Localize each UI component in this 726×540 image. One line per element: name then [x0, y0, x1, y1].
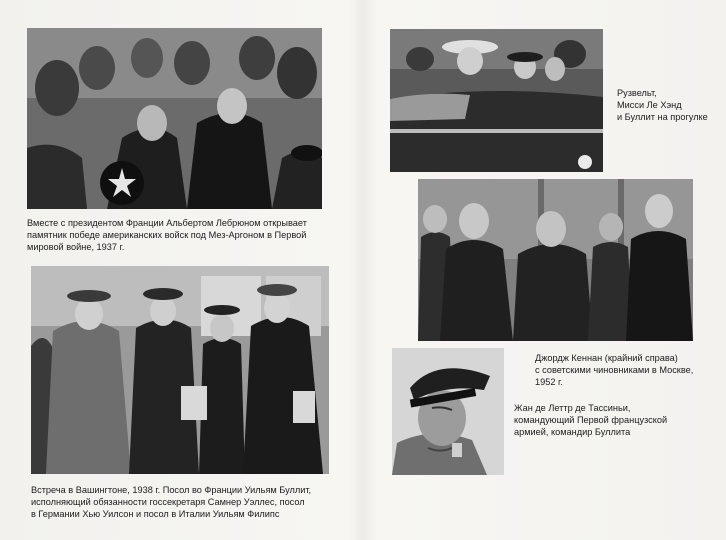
caption-line: Вместе с президентом Франции Альбертом Лебрюном открывает [27, 218, 307, 228]
caption-de-lattre-portrait [514, 402, 667, 439]
photo-roosevelt-car [390, 29, 603, 172]
photo-kennan-moscow [418, 179, 693, 341]
caption-line: армией, командир Буллита [514, 427, 631, 438]
caption-kennan-moscow [535, 352, 693, 389]
caption-line: Жан де Леттр де Тассиньи, [514, 403, 631, 413]
caption-line: Встреча в Вашингтоне, 1938 г. Посол во Франции Уильям Буллит, [31, 485, 312, 495]
caption-line: в Германии Хью Уилсон и посол в Италии Уильям Филипс [31, 509, 280, 520]
photo-de-lattre-portrait [392, 348, 504, 475]
caption-washington-meeting [31, 484, 311, 521]
caption-line: с советскими чиновниками в Москве, [535, 365, 694, 376]
caption-line: командующий Первой французской [514, 415, 668, 426]
caption-line: Мисси Ле Хэнд [617, 100, 682, 111]
caption-line: исполняющий обязанности госсекретаря Самнер Уэллес, посол [31, 497, 305, 508]
caption-line: и Буллит на прогулке [617, 112, 708, 123]
caption-roosevelt-car [617, 87, 708, 124]
caption-line: Джордж Кеннан (крайний справа) [535, 353, 678, 363]
caption-line: мировой войне, 1937 г. [27, 242, 125, 253]
caption-line: 1952 г. [535, 377, 563, 388]
caption-monument-ceremony [27, 217, 307, 254]
photo-monument-ceremony [27, 28, 322, 209]
caption-line: Рузвельт, [617, 88, 657, 98]
photo-washington-meeting [31, 266, 329, 474]
caption-line: памятник победе американских войск под Мез-Аргоном в Первой [27, 230, 307, 241]
